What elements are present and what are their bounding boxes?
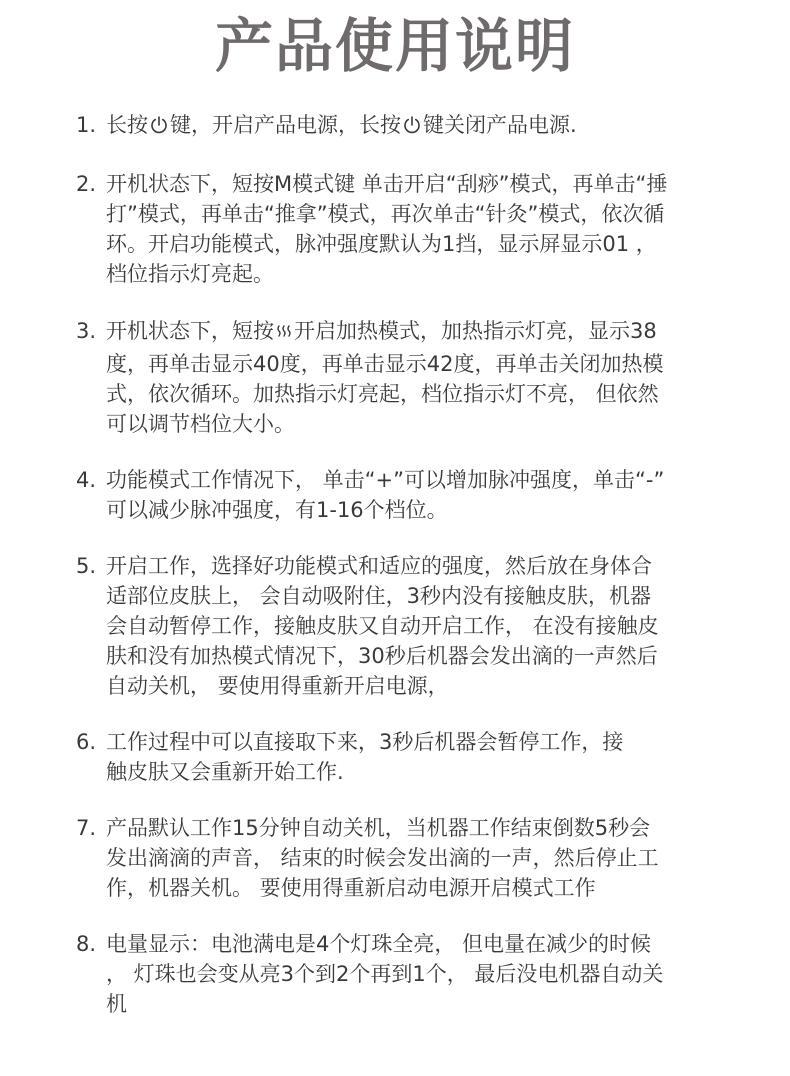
- item-line: 功能模式工作情况下， 单击“+”可以增加脉冲强度，单击“-”: [106, 468, 665, 492]
- list-item: [76, 465, 726, 525]
- list-item: [76, 929, 726, 1019]
- list-item: [76, 727, 726, 787]
- item-number: 6.: [76, 730, 97, 754]
- item-number: 7.: [76, 816, 97, 840]
- item-line: 发出滴滴的声音， 结束的时候会发出滴的一声，然后停止工: [106, 846, 659, 870]
- item-line: 产品默认工作15分钟自动关机，当机器工作结束倒数5秒会: [106, 816, 651, 840]
- page-title: 产品使用说明: [214, 12, 575, 80]
- item-line: 可以减少脉冲强度，有1-16个档位。: [106, 498, 448, 522]
- list-item: [76, 551, 726, 701]
- list-item: [76, 169, 726, 289]
- item-text: 开启加热模式，加热指示灯亮，显示38: [294, 319, 657, 343]
- item-line: [106, 316, 726, 349]
- item-line: 会自动暂停工作，接触皮肤又自动开启工作， 在没有接触皮: [106, 614, 659, 638]
- list-item: [76, 813, 726, 903]
- item-line: 度，再单击显示40度，再单击显示42度，再单击关闭加热模: [106, 352, 664, 376]
- item-text: 键，开启产品电源，长按: [170, 113, 401, 137]
- item-line: 作，机器关机。 要使用得重新启动电源开启模式工作: [106, 876, 596, 900]
- item-line: ， 灯珠也会变从亮3个到2个再到1个， 最后没电机器自动关: [106, 962, 664, 986]
- item-line: 开机状态下，短按M模式键 单击开启“刮痧”模式，再单击“捶: [106, 172, 668, 196]
- item-number: 8.: [76, 932, 97, 956]
- item-line: 档位指示灯亮起。: [106, 262, 274, 286]
- item-number: 5.: [76, 554, 97, 578]
- power-icon: [402, 113, 422, 143]
- item-line: [106, 110, 726, 143]
- item-text: 长按: [106, 113, 148, 137]
- item-line: 适部位皮肤上， 会自动吸附住，3秒内没有接触皮肤，机器: [106, 584, 652, 608]
- item-line: 式，依次循环。加热指示灯亮起，档位指示灯不亮， 但依然: [106, 382, 659, 406]
- item-line: 自动关机， 要使用得重新开启电源，: [106, 674, 449, 698]
- item-number: 3.: [76, 319, 97, 343]
- item-number: 1.: [76, 113, 97, 137]
- power-icon: [149, 113, 169, 143]
- item-line: 打”模式，再单击“推拿”模式，再次单击“针灸”模式，依次循: [106, 202, 665, 226]
- item-line: 触皮肤又会重新开始工作.: [106, 760, 344, 784]
- item-text: 开机状态下，短按: [106, 319, 274, 343]
- heat-icon: [275, 319, 293, 349]
- item-line: 开启工作，选择好功能模式和适应的强度，然后放在身体合: [106, 554, 652, 578]
- instruction-list: [76, 110, 726, 1019]
- list-item: [76, 316, 726, 439]
- item-line: 机: [106, 992, 127, 1016]
- item-number: 4.: [76, 468, 97, 492]
- item-text: 键关闭产品电源.: [423, 113, 577, 137]
- item-line: 肤和没有加热模式情况下，30秒后机器会发出滴的一声然后: [106, 644, 658, 668]
- item-line: 环。开启功能模式，脉冲强度默认为1挡，显示屏显示01 ，: [106, 232, 657, 256]
- item-line: 可以调节档位大小。: [106, 412, 295, 436]
- item-number: 2.: [76, 172, 97, 196]
- item-line: 电量显示：电池满电是4个灯珠全亮， 但电量在减少的时候: [106, 932, 652, 956]
- list-item: [76, 110, 726, 143]
- item-line: 工作过程中可以直接取下来，3秒后机器会暂停工作，接: [106, 730, 624, 754]
